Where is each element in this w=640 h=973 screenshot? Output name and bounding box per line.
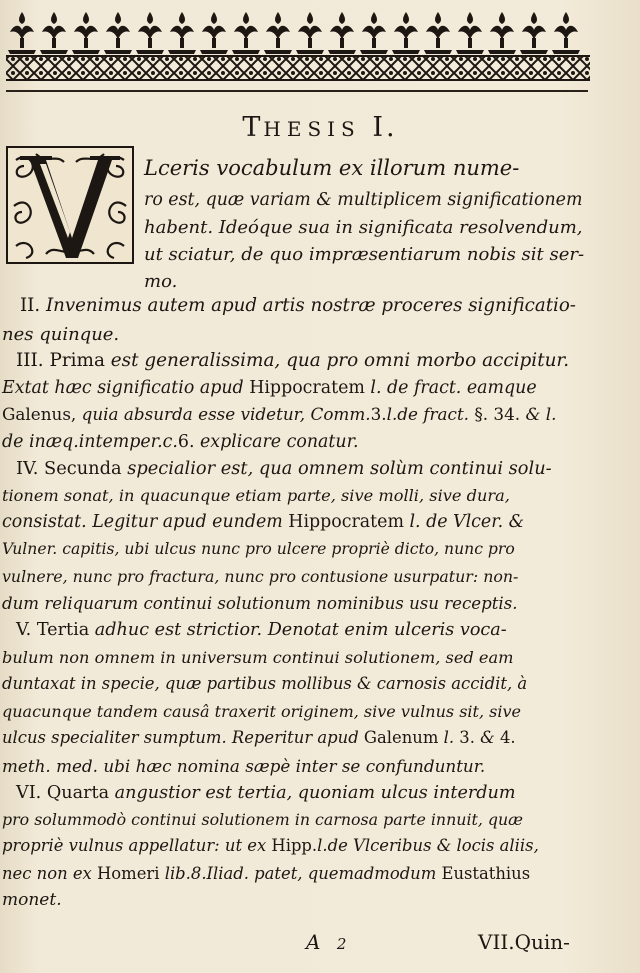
text-segment: angustior est tertia, quoniam ulcus interdum — [114, 783, 516, 803]
text-segment: ro est, quæ variam & multiplicem significationem — [144, 190, 583, 210]
text-segment: Extat hæc significatio apud — [2, 378, 250, 398]
text-segment: l. de Vlcer. & — [409, 512, 525, 532]
text-segment: Lceris vocabulum ex illorum nume- — [144, 156, 520, 180]
text-segment: Vulner. capitis, ubi ulcus nunc pro ulcere propriè dicto, nunc pro — [2, 540, 515, 558]
text-segment: l. — [443, 728, 460, 747]
text-line-2 — [144, 192, 582, 209]
heading-numeral: I. — [372, 112, 398, 143]
text-segment: Hippocratem — [249, 378, 371, 398]
text-line-5 — [144, 273, 177, 291]
ornamental-header-band — [6, 10, 590, 82]
text-line-16 — [2, 569, 518, 585]
text-line-15 — [2, 542, 515, 558]
text-line-3 — [144, 219, 583, 237]
text-line-9 — [2, 380, 537, 397]
text-segment: VI. Quarta — [16, 783, 115, 803]
signature-letter: A — [306, 930, 321, 954]
signature-number: 2 — [336, 935, 347, 953]
text-line-20 — [2, 676, 527, 692]
text-segment: est generalissima, qua pro omni morbo accipitur. — [110, 350, 570, 371]
text-segment: lib.8.Iliad. patet, quemadmodum — [164, 864, 442, 883]
text-segment: propriè vulnus appellatur: ut ex — [2, 836, 272, 855]
text-segment: IV. Secunda — [16, 458, 128, 479]
text-line-13 — [2, 488, 510, 504]
heading-word: HESIS — [263, 117, 361, 141]
text-line-26 — [2, 838, 539, 854]
text-line-10 — [2, 406, 556, 423]
text-line-7 — [2, 326, 119, 344]
text-line-19 — [2, 650, 514, 666]
text-line-8 — [16, 352, 569, 370]
text-segment: & l. — [525, 404, 557, 424]
text-segment: Galenum — [363, 728, 444, 747]
text-line-12 — [16, 460, 552, 478]
header-rule — [6, 90, 588, 92]
heading-initial: T — [242, 112, 264, 143]
text-segment: de inæq.intemper.c. — [2, 432, 178, 452]
text-segment: Galenus, — [2, 404, 82, 424]
text-segment: pro solummodò continui solutionem in carnosa parte innuit, quæ — [2, 810, 524, 829]
text-segment: mo. — [144, 271, 178, 292]
text-segment: adhuc est strictior. Denotat enim ulceris voca- — [94, 620, 507, 640]
text-segment: explicare conatur. — [200, 432, 359, 452]
text-segment: l.de Vlceribus & locis aliis, — [317, 836, 539, 855]
text-segment: quia absurda esse videtur, Comm. — [81, 404, 371, 424]
text-segment: quacunque tandem causâ traxerit originem, sive vulnus sit, sive — [2, 702, 521, 721]
text-segment: II. — [20, 295, 46, 316]
text-line-14 — [2, 514, 524, 531]
text-segment: nec non ex — [2, 864, 97, 883]
text-line-6 — [20, 297, 576, 315]
text-line-22 — [2, 730, 516, 746]
text-segment: Hipp. — [271, 836, 318, 855]
text-line-1 — [144, 158, 519, 179]
text-segment: Hippocratem — [288, 512, 410, 532]
text-line-18 — [16, 622, 507, 640]
text-line-27 — [2, 866, 530, 882]
text-segment: 4. — [499, 728, 516, 747]
text-line-4 — [144, 246, 584, 264]
text-segment: Invenimus autem apud artis nostræ proceres significatio- — [45, 295, 576, 316]
text-segment: meth. med. ubi hæc nomina sæpè inter se confunduntur. — [2, 756, 486, 776]
signature-mark — [306, 930, 346, 954]
text-segment: Homeri — [97, 864, 165, 883]
text-segment: ut sciatur, de quo impræsentiarum nobis sit ser- — [144, 244, 585, 265]
text-segment: specialior est, qua omnem solùm continui solu- — [127, 458, 552, 479]
text-segment: nes quinque. — [2, 324, 120, 345]
text-line-11 — [2, 434, 359, 451]
text-segment: III. Prima — [16, 350, 111, 371]
text-line-28 — [2, 892, 62, 909]
text-segment: habent. Ideóque sua in significata resolvendum, — [144, 217, 583, 238]
thesis-heading — [0, 112, 640, 143]
text-segment: consistat. Legitur apud eundem — [2, 512, 289, 532]
text-line-25 — [2, 812, 523, 828]
text-segment: 3. — [459, 728, 481, 747]
text-line-24 — [16, 785, 516, 803]
text-segment: dum reliquarum continui solutionum nominibus usu receptis. — [2, 594, 518, 613]
text-segment: monet. — [2, 890, 62, 910]
text-segment: vulnere, nunc pro fractura, nunc pro contusione usurpatur: non- — [2, 567, 519, 586]
text-segment: tionem sonat, in quacunque etiam parte, sive molli, sive dura, — [2, 486, 510, 505]
text-segment: l. de fract. eamque — [370, 378, 537, 398]
text-segment: 6. — [177, 432, 201, 452]
text-segment: duntaxat in specie, quæ partibus mollibus & carnosis accidit, à — [2, 674, 528, 693]
text-segment: l.de fract. — [386, 404, 475, 424]
text-segment: §. 34. — [474, 404, 526, 424]
text-segment: 3. — [370, 404, 387, 424]
text-segment: bulum non omnem in universum continui solutionem, sed eam — [2, 648, 514, 667]
decorated-initial-v — [6, 146, 134, 264]
text-segment: ulcus specialiter sumptum. Reperitur apud — [2, 728, 364, 747]
text-segment: & — [480, 728, 500, 747]
text-line-17 — [2, 596, 518, 613]
text-line-23 — [2, 758, 485, 775]
text-line-21 — [2, 704, 521, 720]
catchword: VII.Quin- — [478, 930, 570, 954]
text-segment: V. Tertia — [16, 620, 95, 640]
text-segment: Eustathius — [441, 864, 531, 883]
